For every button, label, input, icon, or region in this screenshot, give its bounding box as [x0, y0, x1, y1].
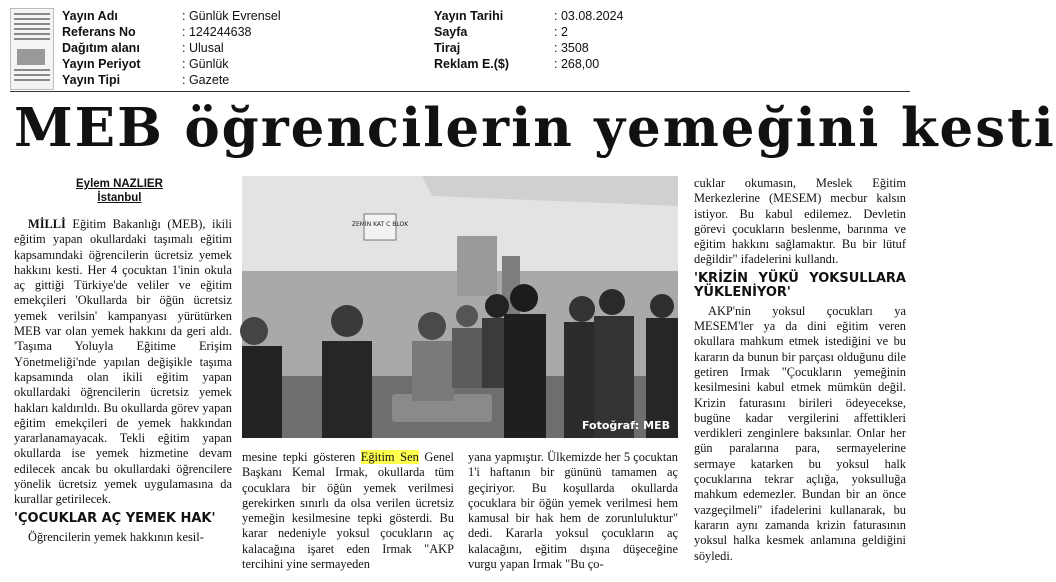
- photo-credit: Fotoğraf: MEB: [581, 419, 670, 432]
- meta-value: : Günlük: [182, 57, 229, 71]
- meta-value: : 3508: [554, 41, 589, 55]
- meta-value: : 124244638: [182, 25, 252, 39]
- meta-left: [62, 8, 281, 88]
- meta-right: [434, 8, 624, 72]
- photo-sign: ZEMİN KAT C BLOK: [351, 221, 409, 228]
- meta-label: Yayın Periyot: [62, 57, 141, 71]
- meta-value: : Ulusal: [182, 41, 224, 55]
- paragraph: AKP'nin yoksul çocukları ya MESEM'ler ya da dini eğitim veren okullara mahkum etmek istediğini ve bu kararın da bunun bir parçası olduğunu dile getiren Irmak "Çocukların yemeğinin kesilmesini kabul etmek mümkün değil. Krizin faturasını birileri ödeyecekse, bugüne kadar vergilerini affettikleri verdikleri zenginlere baksınlar. Onlar her gün paralarına para, sermayelerine sermaye katarken bu yoksul halk çocuklarına tekrar açlığa, yoksulluğa mahkum edemezler. Bundan bir an önce vazgeçilmeli" ifadelerini kullanarak, bu kararın aynı zamanda krizin faturasının yoksul halka kesmek anlamına geldiğini söyledi.: [694, 303, 906, 563]
- header-divider: [10, 91, 910, 92]
- meta-label: Yayın Tipi: [62, 73, 121, 87]
- article-column-3: [468, 450, 678, 572]
- meta-value: : 268,00: [554, 57, 600, 71]
- paragraph: [14, 217, 232, 508]
- byline-name: Eylem NAZLIER: [76, 178, 163, 190]
- article-column-1: [14, 217, 232, 545]
- subheading: 'ÇOCUKLAR AÇ YEMEK HAK': [14, 510, 216, 526]
- meta-label: Yayın Tarihi: [434, 9, 504, 23]
- highlighted-term: Eğitim Sen: [360, 450, 419, 464]
- newspaper-thumbnail: [10, 8, 54, 90]
- paragraph-text: Genel Başkanı Kemal Irmak, okullarda tüm çocuklara bir öğün yemek verilmesi gerekirken sınırlı da olsa verilen ücretsiz yemeğin kesilmesine tepki gösterdi. Bu karar nedeniyle yoksul çocukların aç kalacağına işaret eden Irmak "AKP tercihini yine sermayeden: [242, 450, 454, 572]
- meta-label: Yayın Adı: [62, 9, 118, 23]
- article-photo: [242, 176, 678, 438]
- meta-label: Reklam E.($): [434, 57, 510, 71]
- meta-value: : Günlük Evrensel: [182, 9, 281, 23]
- article-column-4: [694, 176, 906, 564]
- paragraph: cuklar okumasın, Meslek Eğitim Merkezlerine (MESEM) mecbur kalsın istiyor. Bu kabul edilemez. Devletin görevi çocukların beslenme, barınma ve eğitim hakkını sağlamaktır. Bu bir lütuf değildir" ifadelerini kullandı.: [694, 176, 906, 267]
- meta-label: Referans No: [62, 25, 136, 39]
- meta-label: Sayfa: [434, 25, 468, 39]
- meta-label: Tiraj: [434, 41, 461, 55]
- byline: [76, 177, 163, 205]
- meta-value: : 03.08.2024: [554, 9, 624, 23]
- article-column-2: [242, 450, 454, 572]
- byline-place: İstanbul: [97, 192, 142, 204]
- paragraph: Öğrencilerin yemek hakkının kesil-: [28, 529, 204, 544]
- paragraph-text: mesine tepki gösteren: [242, 450, 361, 464]
- meta-value: : Gazete: [182, 73, 230, 87]
- headline: MEB öğrencilerin yemeğini kesti: [14, 97, 1056, 159]
- meta-value: : 2: [554, 25, 568, 39]
- paragraph: [242, 450, 454, 572]
- paragraph-text: Eğitim Bakanlığı (MEB), ikili eğitim yapan okullardaki taşımalı eğitim kapsamındaki öğrencilerin ücretsiz yemek hakkını kesti. Her 4 çocuktan 1'inin okula aç gittiği Türkiye'de veliler ve eğitim emekçileri 'Okullarda bir öğün ücretsiz yemek verilsin' kampanyası yürütürken MEB var olan yemek hakkını da geri aldı. 'Taşıma Yoluyla Eğitime Erişim Yönetmeliği'nde yapılan değişikle taşıma kapsamında olan ikili eğitim yapan okullardaki öğrencilerin ücretsiz yemek hakları kaldırıldı. Bu okullarda görev yapan eğitim emekçileri de yemek hakkından yararlanamayacak. Tekli eğitim yapan okullarda ise yemek hizmetine devam edilecek ancak bu okullardaki öğrencilere yönelik ücretsiz yemek uygulamasına da kurallar getirilecek.: [14, 217, 232, 507]
- lead-word: MİLLİ: [28, 217, 66, 231]
- meta-label: Dağıtım alanı: [62, 41, 140, 55]
- paragraph: yana yapmıştır. Ülkemizde her 5 çocuktan 1'i haftanın bir gününü tamamen aç geçiriyor. Bu koşullarda okullarda çocuklara bir öğün yemek verilmesi hem kamusal bir hak hem de zorunluluktur" dedi. Kararla yoksul çocukların aç kalacağını, eğitim dışına düşeceğine vurgu yapan Irmak "Bu ço-: [468, 450, 678, 572]
- subheading: 'KRİZİN YÜKÜ YOKSULLARA YÜKLENİYOR': [694, 270, 906, 300]
